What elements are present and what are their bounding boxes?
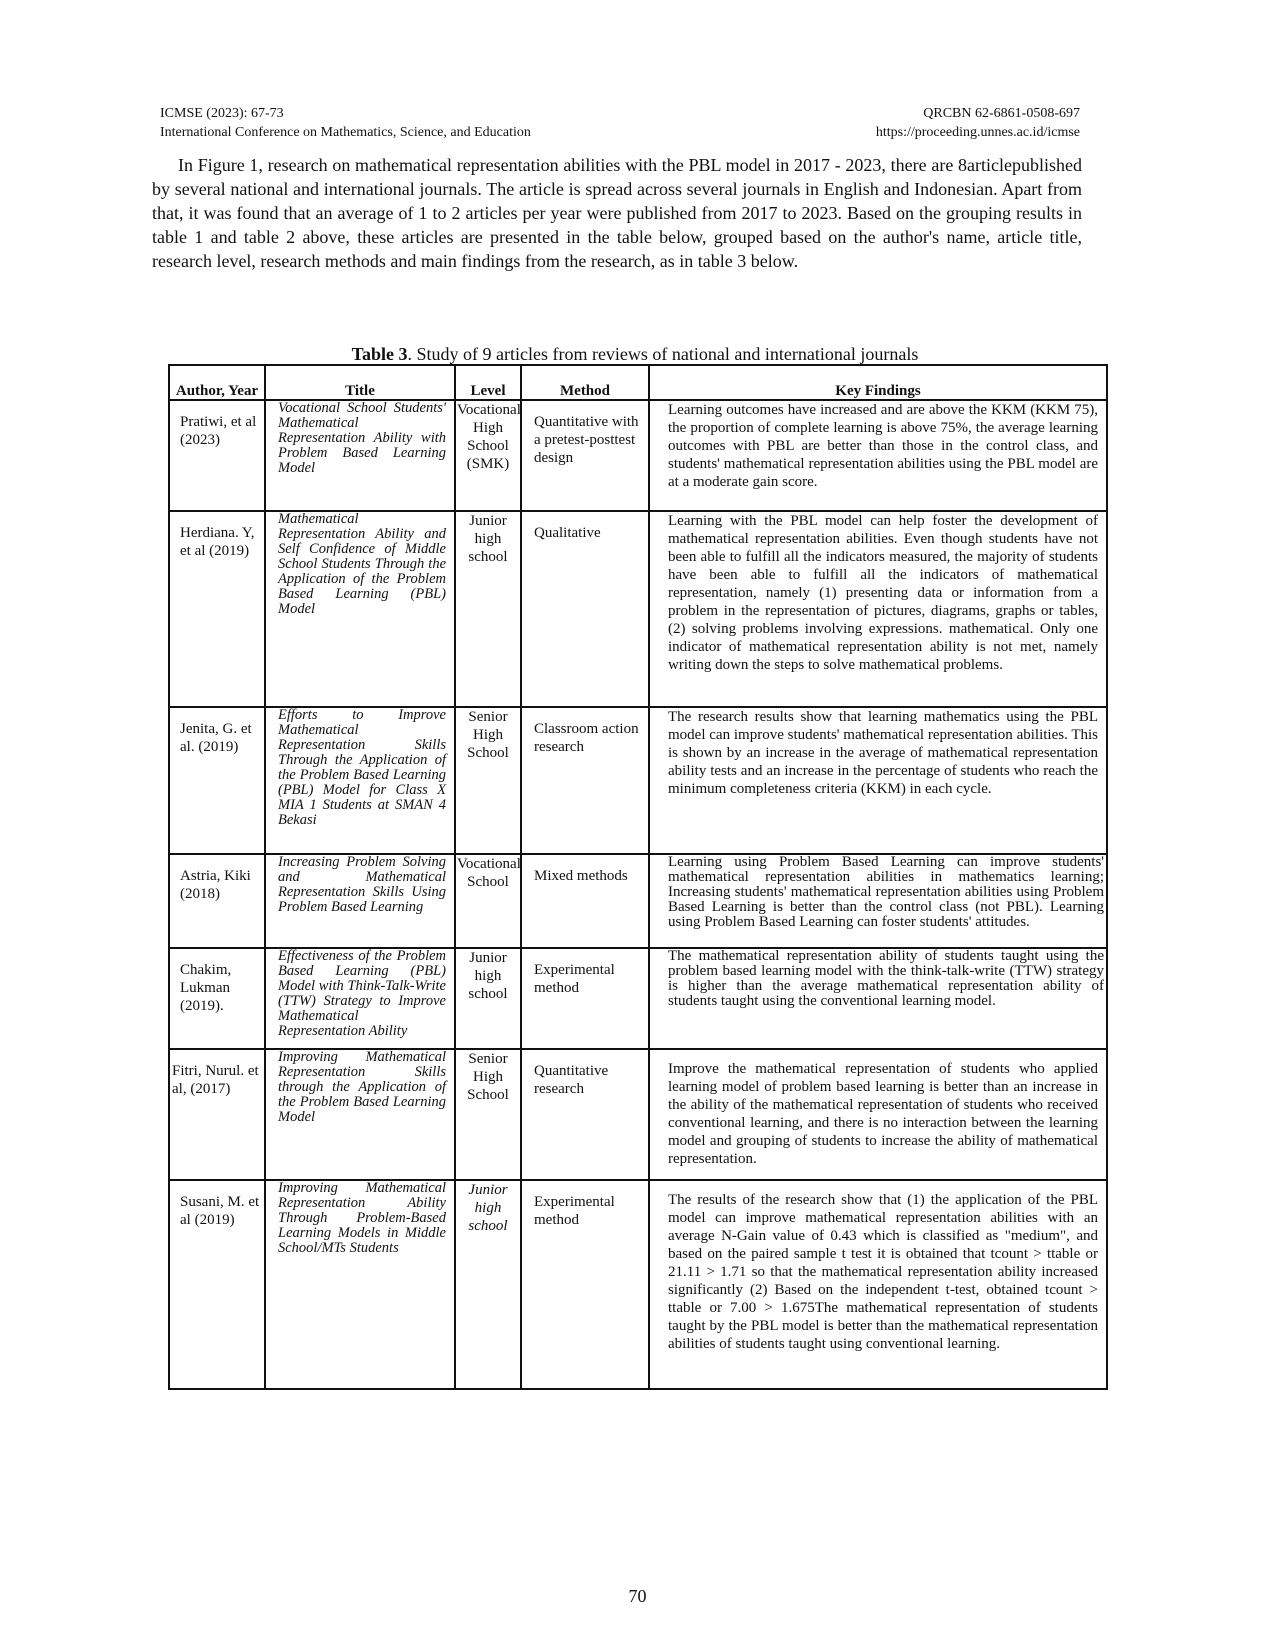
table-caption-label: Table 3 <box>351 344 408 364</box>
cell-title: Increasing Problem Solving and Mathematical Representation Skills Using Problem Based Learning <box>265 854 455 948</box>
review-table <box>168 364 1108 1390</box>
cell-findings: Learning with the PBL model can help foster the development of mathematical representation abilities. Even though students have not been able to fulfill all the indicators measured, the majority of students have been able to fulfill all the indicators of mathematical representation, namely (1) presenting data or information from a problem in the representation of pictures, diagrams, graphs or tables, (2) solving problems involving expressions. mathematical. Only one indicator of mathematical representation ability is not met, namely writing down the steps to solve mathematical problems. <box>649 511 1107 707</box>
cell-level: Vocational High School (SMK) <box>455 400 521 511</box>
table-row <box>169 400 1107 511</box>
cell-findings: Learning using Problem Based Learning can improve students' mathematical representation abilities in mathematics learning; Increasing students' mathematical representation abilities using Problem Based Learning is better than the control class (not PBL). Learning using Problem Based Learning can foster students' attitudes. <box>649 854 1107 948</box>
cell-author: Herdiana. Y, et al (2019) <box>169 511 265 707</box>
page-number: 70 <box>628 1586 647 1606</box>
cell-findings: The results of the research show that (1) the application of the PBL model can improve mathematical representation abilities with an average N-Gain value of 0.43 which is classified as "medium", and based on the paired sample t test it is obtained that tcount > ttable or 21.11 > 1.71 so that the mathematical representation ability increased significantly (2) Based on the independent t-test, obtained tcount > ttable or 7.00 > 1.675The mathematical representation of students taught by the PBL model is better than the mathematical representation abilities of students taught using conventional learning. <box>649 1180 1107 1389</box>
header-author: Author, Year <box>169 365 265 400</box>
proceeding-url: https://proceeding.unnes.ac.id/icmse <box>875 125 1080 140</box>
cell-method: Quantitative research <box>521 1049 649 1180</box>
conference-name: International Conference on Mathematics, Science, and Education <box>160 125 531 140</box>
cell-level: Vocational School <box>455 854 521 948</box>
cell-author: Pratiwi, et al (2023) <box>169 400 265 511</box>
cell-author: Chakim, Lukman (2019). <box>169 948 265 1049</box>
cell-author: Jenita, G. et al. (2019) <box>169 707 265 854</box>
cell-level: Senior High School <box>455 707 521 854</box>
cell-method: Mixed methods <box>521 854 649 948</box>
cell-title: Mathematical Representation Ability and Self Confidence of Middle School Students Through the Application of the Problem Based Learning (PBL) Model <box>265 511 455 707</box>
cell-method: Qualitative <box>521 511 649 707</box>
table-header-row <box>169 365 1107 400</box>
cell-level: Junior high school <box>455 1180 521 1389</box>
cell-title: Efforts to Improve Mathematical Representation Skills Through the Application of the Problem Based Learning (PBL) Model for Class X MIA 1 Students at SMAN 4 Bekasi <box>265 707 455 854</box>
table-row <box>169 511 1107 707</box>
table-row <box>169 854 1107 948</box>
header-title: Title <box>265 365 455 400</box>
cell-title: Effectiveness of the Problem Based Learning (PBL) Model with Think-Talk-Write (TTW) Strategy to Improve Mathematical Representation Ability <box>265 948 455 1049</box>
cell-method: Classroom action research <box>521 707 649 854</box>
table-row <box>169 948 1107 1049</box>
cell-author: Astria, Kiki (2018) <box>169 854 265 948</box>
intro-paragraph: In Figure 1, research on mathematical representation abilities with the PBL model in 2017 - 2023, there are 8articlepublished by several national and international journals. The article is spread across several journals in English and Indonesian. Apart from that, it was found that an average of 1 to 2 articles per year were published from 2017 to 2023. Based on the grouping results in table 1 and table 2 above, these articles are presented in the table below, grouped based on the author's name, article title, research level, research methods and main findings from the research, as in table 3 below. <box>152 155 1082 271</box>
cell-author: Susani, M. et al (2019) <box>169 1180 265 1389</box>
cell-findings: Improve the mathematical representation of students who applied learning model of problem based learning is better than an increase in the ability of the mathematical representation of students who received conventional learning, and there is no interaction between the learning model and grouping of students to increase the ability of mathematical representation. <box>649 1049 1107 1180</box>
conference-citation: ICMSE (2023): 67-73 <box>160 106 284 121</box>
cell-findings: The mathematical representation ability of students taught using the problem based learning model with the think-talk-write (TTW) strategy is higher than the average mathematical representation ability of students taught using the conventional learning model. <box>649 948 1107 1049</box>
cell-level: Junior high school <box>455 948 521 1049</box>
cell-method: Experimental method <box>521 948 649 1049</box>
cell-title: Improving Mathematical Representation Skills through the Application of the Problem Based Learning Model <box>265 1049 455 1180</box>
cell-findings: The research results show that learning mathematics using the PBL model can improve students' mathematical representation abilities. This is shown by an increase in the average of mathematical representation ability tests and an increase in the percentage of students who reach the minimum completeness criteria (KKM) in each cycle. <box>649 707 1107 854</box>
cell-method: Quantitative with a pretest-posttest design <box>521 400 649 511</box>
cell-findings: Learning outcomes have increased and are above the KKM (KKM 75), the proportion of complete learning is above 75%, the average learning outcomes with PBL are better than those in the control class, and students' mathematical representation abilities using the PBL model are at a moderate gain score. <box>649 400 1107 511</box>
table-caption-text: . Study of 9 articles from reviews of national and international journals <box>407 344 919 364</box>
table-row <box>169 1049 1107 1180</box>
header-method: Method <box>521 365 649 400</box>
header-findings: Key Findings <box>649 365 1107 400</box>
cell-title: Improving Mathematical Representation Ability Through Problem-Based Learning Models in Middle School/MTs Students <box>265 1180 455 1389</box>
header-left <box>160 104 531 142</box>
cell-level: Senior High School <box>455 1049 521 1180</box>
cell-level: Junior high school <box>455 511 521 707</box>
cell-author: Fitri, Nurul. et al, (2017) <box>169 1049 265 1180</box>
header-level: Level <box>455 365 521 400</box>
table-row <box>169 707 1107 854</box>
table-caption <box>168 344 1102 364</box>
cell-title: Vocational School Students' Mathematical Representation Ability with Problem Based Learning Model <box>265 400 455 511</box>
qrcbn-code: QRCBN 62-6861-0508-697 <box>923 106 1080 121</box>
table-row <box>169 1180 1107 1389</box>
cell-method: Experimental method <box>521 1180 649 1389</box>
header-right <box>876 104 1080 142</box>
